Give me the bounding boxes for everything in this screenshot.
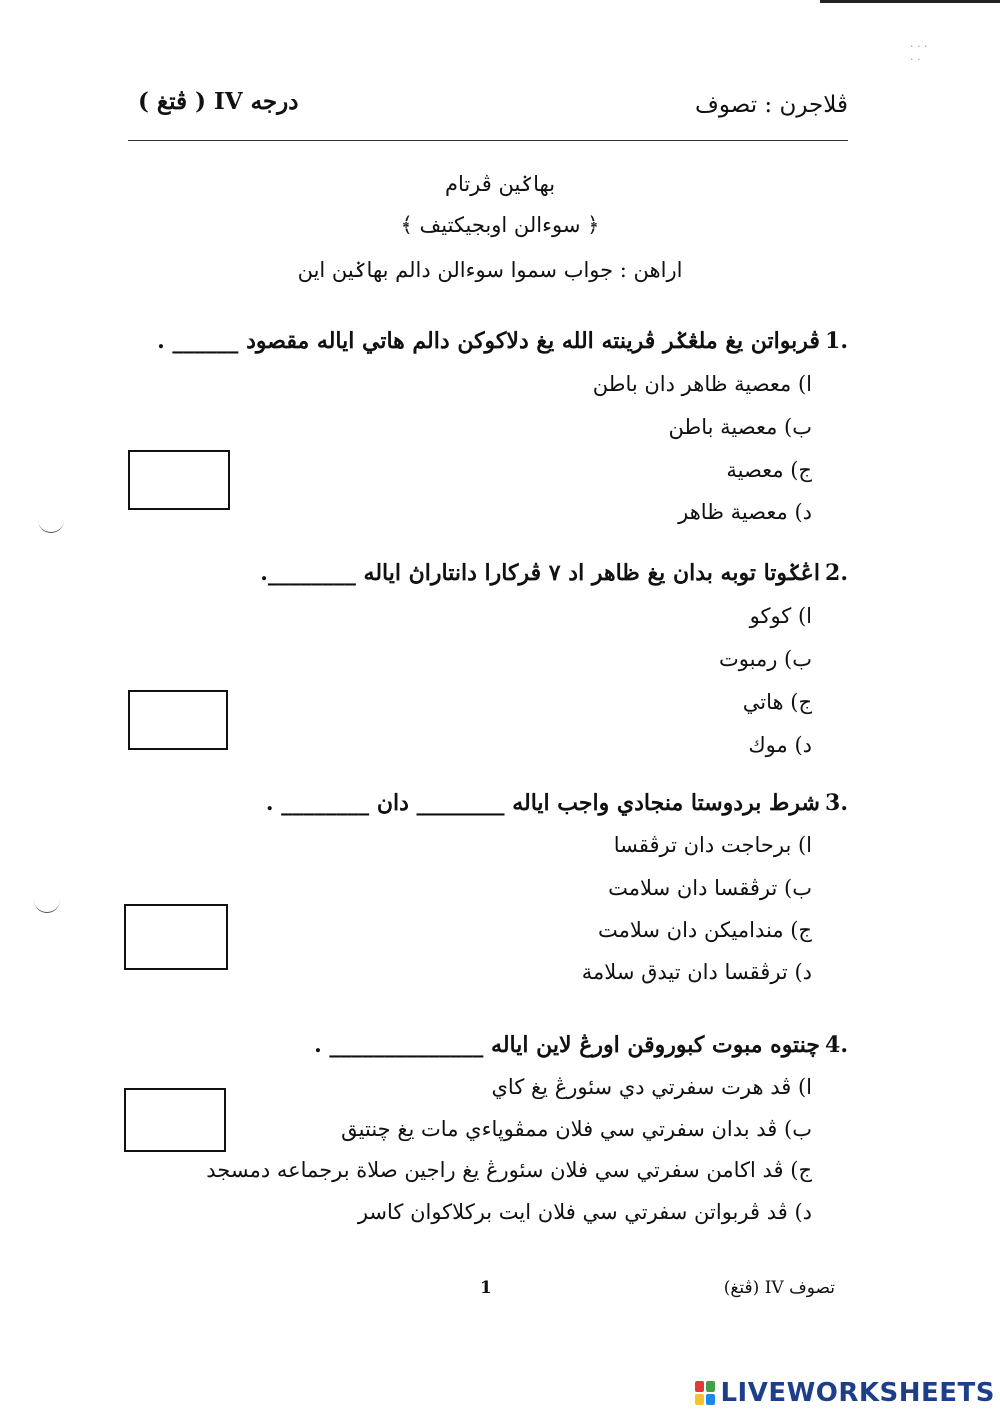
question-1-text: ڤربواتن يغ ملڠݢر ڤرينته الله يغ دلاکوکن دالم هاتي اياله مقصود ______ . — [157, 328, 820, 354]
q3-option-b: ب) ترڤقسا دان سلامت — [608, 876, 812, 900]
section-type: ﴿ سوءالن اوبجيکتيف ﴾ — [400, 213, 600, 237]
q1-option-c: ج) معصية — [726, 458, 812, 482]
liveworksheets-logo-icon — [695, 1381, 715, 1405]
footer-label: تصوف IV (ڤتغ) — [723, 1278, 835, 1298]
scan-specks: · · · · · — [910, 40, 928, 66]
q3-option-d: د) ترڤقسا دان تيدق سلامة — [581, 960, 812, 984]
q2-option-d: د) موك — [748, 733, 812, 757]
instruction-text: اراهن : جواب سموا سوءالن دالم بهاݢين اين — [297, 258, 683, 282]
scan-mark — [34, 900, 60, 913]
header-divider — [128, 140, 848, 141]
q4-option-b: ب) ڤد بدان سفرتي سي فلان ممڤوڽاءي مات يغ چنتيق — [341, 1117, 812, 1141]
question-3-number: 3. — [825, 790, 848, 816]
question-4-number: 4. — [825, 1032, 848, 1058]
question-2-text: اڠݢوتا توبه بدان يغ ظاهر اد ٧ ڤرکارا دانتاراڽ اياله ________. — [260, 560, 820, 586]
question-2-number: 2. — [825, 560, 848, 586]
q1-option-b: ب) معصية باطن — [668, 415, 812, 439]
page-number: 1 — [480, 1278, 492, 1298]
q3-answer-box[interactable] — [124, 904, 228, 970]
question-1 — [108, 328, 848, 354]
subject-label: ڤلاجرن : تصوف — [695, 92, 848, 118]
question-3-text: شرط بردوستا منجادي واجب اياله ________ دان ________ . — [265, 790, 820, 816]
q2-option-c: ج) هاتي — [742, 690, 812, 714]
section-title: بهاݢين ڤرتام — [444, 172, 556, 196]
q3-option-c: ج) منداميکن دان سلامت — [598, 918, 812, 942]
q4-option-c: ج) ڤد اکامن سفرتي سي فلان سئورڠ يغ راجين صلاة برجماعه دمسجد — [206, 1158, 812, 1182]
top-edge-rule — [820, 0, 1000, 3]
q4-answer-box[interactable] — [124, 1088, 226, 1152]
q4-option-a: ا) ڤد هرت سفرتي دي سئورڠ يغ کاي — [491, 1075, 812, 1099]
q2-answer-box[interactable] — [128, 690, 228, 750]
q4-option-d: د) ڤد ڤربواتن سفرتي سي فلان ايت برکلاکوان کاسر — [357, 1200, 812, 1224]
q2-option-b: ب) رمبوت — [719, 647, 812, 671]
question-1-number: 1. — [825, 328, 848, 354]
question-4 — [108, 1032, 848, 1058]
q1-option-a: ا) معصية ظاهر دان باطن — [592, 372, 812, 396]
question-2 — [108, 560, 848, 586]
question-3 — [108, 790, 848, 816]
grade-label: درجه IV ( ڤتغ ) — [138, 88, 299, 115]
q3-option-a: ا) برحاجت دان ترڤقسا — [613, 833, 812, 857]
question-4-text: چنتوه مبوت کبوروقن اورڠ لاين اياله ______________ . — [314, 1032, 820, 1058]
liveworksheets-logo-text: LIVEWORKSHEETS — [720, 1378, 995, 1408]
scan-mark — [38, 520, 64, 533]
q2-option-a: ا) کوکو — [749, 604, 812, 628]
q1-option-d: د) معصية ظاهر — [678, 500, 812, 524]
q1-answer-box[interactable] — [128, 450, 230, 510]
liveworksheets-logo — [695, 1375, 995, 1411]
